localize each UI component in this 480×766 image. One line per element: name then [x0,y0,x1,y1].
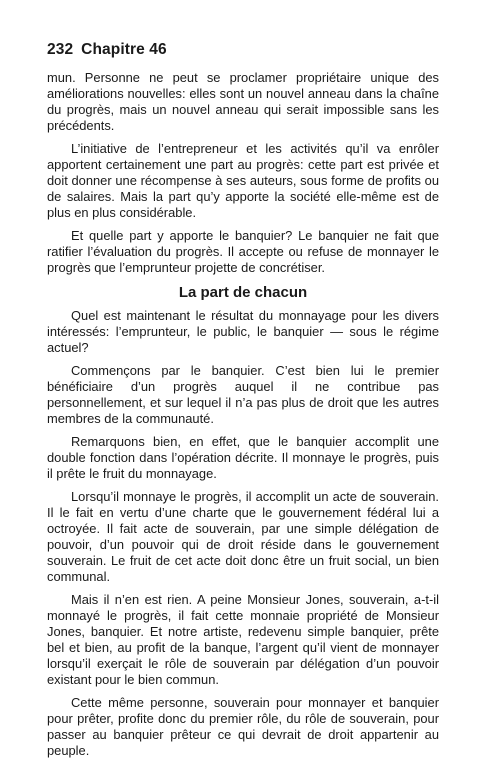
paragraph: Commençons par le banquier. C’est bien lui le premier bénéficiaire d’un progrès auquel il ne contribue pas personnellement, et sur lequel il n’a pas plus de droit que les autres membres de la communauté. [47,363,439,426]
page-number: 232 [47,41,74,58]
paragraph: Cette même personne, souverain pour monnayer et banquier pour prêter, profite donc du premier rôle, du rôle de souverain, pour passer au banquier prêteur ce qui devrait de droit appartenir au peuple. [47,695,439,758]
chapter-title: Chapitre 46 [81,41,167,58]
section-heading: La part de chacun [178,284,308,301]
paragraph: Remarquons bien, en effet, que le banquier accomplit une double fonction dans l’opération décrite. Il monnaye le progrès, puis il prête le fruit du monnayage. [47,434,439,481]
paragraph: mun. Personne ne peut se proclamer propriétaire unique des améliorations nouvelles: elles sont un nouvel anneau dans la chaîne du progrès, mais un nouvel anneau qui serait impossible sans les précédents. [47,70,439,133]
paragraph: Quel est maintenant le résultat du monnayage pour les divers intéressés: l’emprunteur, le public, le banquier — sous le régime actuel? [47,308,439,355]
book-page [47,40,439,766]
paragraph: L’initiative de l’entrepreneur et les activités qu’il va enrôler apportent certainement une part au progrès: cette part est privée et doit donner une récompense à ses auteurs, sous forme de profits ou de salaires. Mais la part qu’y apporte la société elle-même est de plus en plus considérable. [47,141,439,220]
running-head [47,40,439,60]
paragraph: Lorsqu’il monnaye le progrès, il accomplit un acte de souverain. Il le fait en vertu d’une charte que le gouvernement fédéral lui a octroyée. Il fait acte de souverain, par une simple délégation de pouvoir, d’un pouvoir qui de droit réside dans le gouvernement souverain. Le fruit de cet acte doit donc être un fruit social, un bien communal. [47,489,439,584]
paragraph: Et quelle part y apporte le banquier? Le banquier ne fait que ratifier l’évaluation du progrès. Il accepte ou refuse de monnayer le progrès que l’emprunteur projette de concrétiser. [47,228,439,275]
paragraph: Mais il n’en est rien. A peine Monsieur Jones, souverain, a-t-il monnayé le progrès, il fait cette monnaie propriété de Monsieur Jones, banquier. Et notre artiste, redevenu simple banquier, prête bel et bien, au profit de la banque, l’argent qu’il vient de monnayer lorsqu’il exerçait le rôle de souverain par délégation d’un pouvoir existant pour le bien commun. [47,592,439,687]
